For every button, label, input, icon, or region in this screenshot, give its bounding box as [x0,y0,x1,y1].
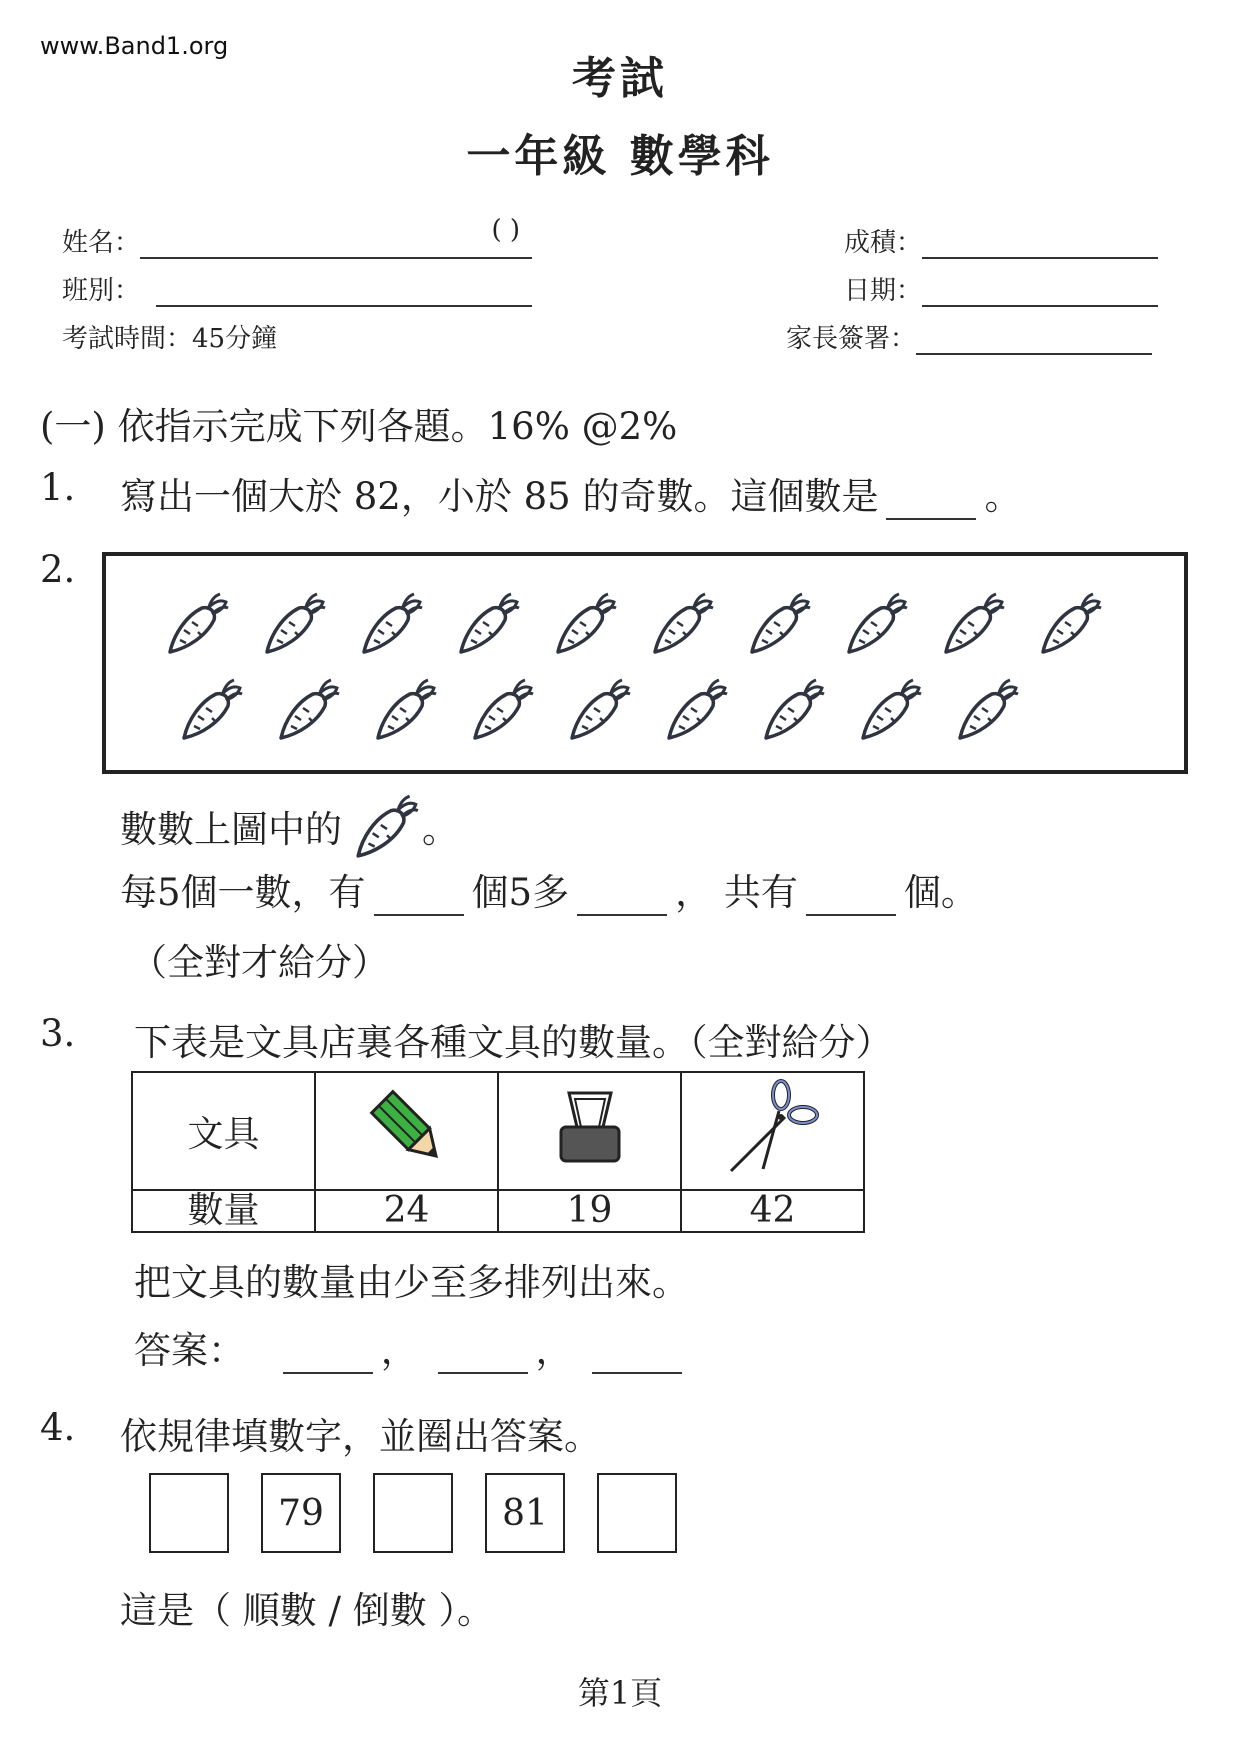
class-number-paren: ( ) [491,215,521,245]
q2-number: 2. [40,548,76,591]
name-field [62,215,532,259]
q3-sep-2: ， [535,1329,573,1372]
carrot-icon [275,674,343,744]
sequence-box-4: 81 [485,1473,565,1553]
carrot-icon [552,588,620,658]
pencil-icon [362,1082,452,1172]
carrot-icon [455,588,523,658]
q1-number: 1. [40,466,76,509]
name-line [140,215,532,259]
q2-count-line [120,862,978,916]
pencil-cell [315,1072,498,1190]
binder-clip-icon [555,1087,625,1167]
carrot-icon [352,790,422,862]
scissors-qty: 42 [681,1190,864,1232]
q2-blank-remainder[interactable] [577,878,667,916]
exam-subtitle: 一年級 數學科 [466,131,774,182]
carrot-icon [663,674,731,744]
carrot-icon [372,674,440,744]
name-label: 姓名： [62,228,141,258]
q2-line-b: 個5多 [471,871,570,914]
qty-row-label: 數量 [132,1190,315,1232]
parent-line [916,323,1152,355]
class-label: 班別： [62,276,141,306]
stationery-table [131,1071,865,1233]
q2-prompt [120,790,459,862]
carrot-icon [566,674,634,744]
q3-answer-label: 答案： [134,1329,245,1372]
q3-text: 下表是文具店裏各種文具的數量。（全對給分） [134,1021,893,1064]
time-field [62,318,277,355]
q2-line-a: 每5個一數，有 [120,871,366,914]
parent-field [786,318,1152,355]
q1-question: 寫出一個大於 82，小於 85 的奇數。這個數是 [120,475,879,518]
carrot-icon [164,588,232,658]
carrot-icon [1037,588,1105,658]
parent-label: 家長簽署： [786,324,917,354]
carrot-icon [857,674,925,744]
q3-blank-1[interactable] [283,1336,373,1374]
carrot-icon [746,588,814,658]
carrot-icon [843,588,911,658]
q3-sep-1: ， [380,1329,418,1372]
sequence-box-2: 79 [261,1473,341,1553]
q3-number: 3. [40,1012,76,1055]
carrot-icon [358,588,426,658]
carrot-icon [178,674,246,744]
scissors-cell [681,1072,864,1190]
scissors-icon [723,1077,823,1177]
score-field [844,222,1158,259]
clip-qty: 19 [498,1190,681,1232]
q2-line-d: 個。 [903,871,978,914]
q2-line-c: ， 共有 [675,871,798,914]
section-heading: (一) 依指示完成下列各題。16% @2% [40,405,678,448]
carrot-icon [469,674,537,744]
q1-end: 。 [984,475,1022,518]
q4-number: 4. [40,1406,76,1449]
q2-prompt-end: 。 [422,808,459,851]
carrot-icon [940,588,1008,658]
carrot-box [102,552,1188,774]
carrot-icon [261,588,329,658]
q2-blank-groups[interactable] [374,878,464,916]
q4-choice[interactable]: 這是（ 順數 / 倒數 ）。 [120,1589,495,1632]
sequence-box-3[interactable] [373,1473,453,1553]
class-field [62,270,532,307]
score-line [922,227,1158,259]
q2-blank-total[interactable] [806,878,896,916]
sequence-box-1[interactable] [149,1473,229,1553]
date-label: 日期： [844,276,923,306]
sequence-box-5[interactable] [597,1473,677,1553]
q3-blank-2[interactable] [438,1336,528,1374]
pencil-qty: 24 [315,1190,498,1232]
binder-clip-cell [498,1072,681,1190]
q1-text [120,466,1021,520]
class-line [156,275,532,307]
date-field [844,270,1158,307]
q3-instruction: 把文具的數量由少至多排列出來。 [134,1261,689,1304]
q3-blank-3[interactable] [592,1336,682,1374]
table-header-cell: 文具 [132,1072,315,1190]
time-label: 考試時間：45分鐘 [62,324,278,354]
score-label: 成積： [844,228,923,258]
site-url: www.Band1.org [40,32,229,60]
carrot-icon [954,674,1022,744]
date-line [922,275,1158,307]
q3-answer [134,1320,690,1374]
page-number: 第1頁 [577,1674,663,1712]
q2-note: （全對才給分） [130,941,389,984]
q4-text: 依規律填數字，並圈出答案。 [120,1415,601,1458]
q1-blank[interactable] [886,482,976,520]
exam-title: 考試 [572,53,668,104]
carrot-icon [760,674,828,744]
q2-prompt-text: 數數上圖中的 [120,808,342,851]
carrot-icon [649,588,717,658]
